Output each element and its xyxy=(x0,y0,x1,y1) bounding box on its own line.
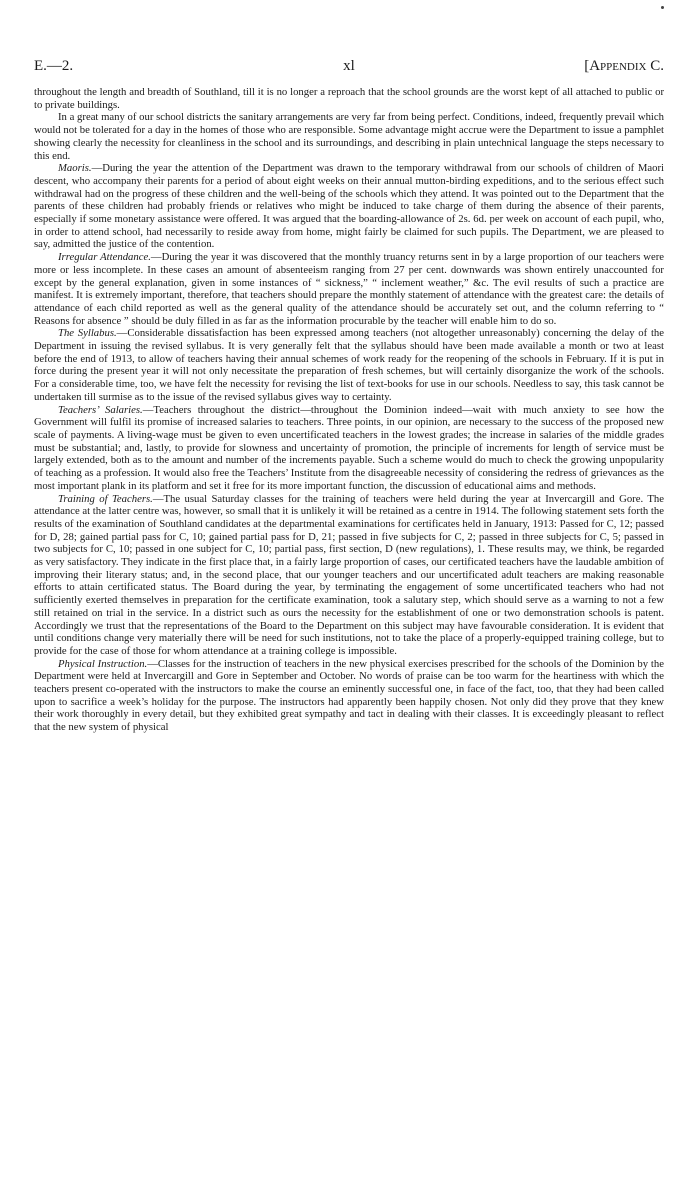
section-heading: Physical Instruction. xyxy=(58,657,148,670)
paragraph-training-of-teachers: Training of Teachers.—The usual Saturday classes for the training of teachers were held during the year at Invercargill and Gore. The attendance at the latter centre was, however, so small that it is unlikely it will be retained as a centre in 1914. The following statement sets forth the results of the examination of Southland candidates at the departmental examinations for certificates held in January, 1913: Passed for C, 12; passed for D, 28; gained partial pass for C, 10; gained partial pass for D, 21; passed in five subjects for C, 2; passed in three subjects for C, 5; passed in two subjects for C, 10; passed in one subject for C, 10; partial pass, first section, D (new regulations), 1. These results may, we think, be regarded as very satisfactory. They indicate in the first place that, in a fairly large proportion of cases, our certificated teachers have the laudable ambition of improving their literary status; and, in the second place, that our younger teachers and our uncertificated adult teachers are making reasonable efforts to attain certificated status. The Board during the year, by terminating the engagement of some uncertificated teachers who had not sufficiently exerted themselves in preparation for the certificate examination, took a salutary step, which should serve as a warning to not a few still retained on trial in the service. In a district such as ours the necessity for the establishment of one or two demonstration schools is patent. Accordingly we trust that the representations of the Board to the Department on this subject may have favourable consideration. It is evident that until conditions change very materially there will be need for such institutions, not to take the place of a properly-equipped training college, but to provide for the case of those for whom attendance at a training college is impossible. xyxy=(34,492,664,657)
section-heading: Irregular Attendance. xyxy=(58,251,151,264)
paragraph-teachers-salaries: Teachers’ Salaries.—Teachers throughout the district—throughout the Dominion indeed—wait with much anxiety to see how the Government will fulfil its promise of increased salaries to teachers. Three points, in our opinion, are necessary to the success of the proposed new scale of payments. A living-wage must be given to even uncertificated teachers in the lowest grades; the increase in salaries of the middle grades must be substantial; and, lastly, to provide for slowness and uncertainty of promotion, the principle of increments for length of service must be largely extended, both as to the amount and number of the increments payable. Such a scheme would do much to check the growing unpopularity of teaching as a profession. It would also free the Teachers’ Institute from the disagreeable necessity of considering the redress of grievances as the most important plank in its platform and set it free for its more important function, the discussion of educational aims and methods. xyxy=(34,403,664,492)
paragraph-grounds-continuation: throughout the length and breadth of Southland, till it is no longer a reproach that the school grounds are the worst kept of all attached to public or to private buildings. xyxy=(34,86,664,111)
section-heading: Teachers’ Salaries. xyxy=(58,403,143,416)
section-heading: Training of Teachers. xyxy=(58,492,153,505)
appendix-label: [Appendix C. xyxy=(584,58,664,74)
paragraph-syllabus: The Syllabus.—Considerable dissatisfaction has been expressed among teachers (not altogether unreasonably) concerning the delay of the Department in issuing the revised syllabus. It is very generally felt that the syllabus should have been made available a month or two at least before the end of 1913, to allow of teachers having their annual schemes of work ready for the reopening of the schools in February. If it is put in force during the present year it will not only necessitate the preparation of fresh schemes, but will certainly disorganize the work of the schools. For a considerable time, too, we have felt the necessity for revising the list of text-books for use in our schools. Needless to say, this task cannot be undertaken till surmise as to the issue of the revised syllabus gives way to certainty. xyxy=(34,327,664,403)
report-reference: E.—2. xyxy=(34,58,74,74)
paragraph-maoris: Maoris.—During the year the attention of the Department was drawn to the temporary withdrawal from our schools of children of Maori descent, who accompany their parents for a period of about eight weeks on their annual mutton-birding expeditions, and to the serious effect such withdrawal had on the progress of these children and the well-being of the schools which they attend. It was pointed out to the Department that the parents of these children had probably friends or relatives who might be induced to take charge of them during the absence of their parents, especially if some monetary assistance were offered. It was argued that the boarding-allowance of 2s. 6d. per week on account of each pupil, who, in order to attend school, had necessarily to reside away from home, might fairly be claimed for such pupils. The Department, we are pleased to say, admitted the justice of the contention. xyxy=(34,162,664,251)
paragraph-physical-instruction: Physical Instruction.—Classes for the instruction of teachers in the new physical exercises prescribed for the schools of the Dominion by the Department were held at Invercargill and Gore in September and October. No words of praise can be too warm for the heartiness with which the teachers present co-operated with the instructors to make the course an eminently successful one, in face of the fact, too, that they had been called upon to sacrifice a week’s holiday for the purpose. The instructors had apparently been happily chosen. Not only did they prove that they knew their work thoroughly in every detail, but they exhibited great sympathy and tact in dealing with their classes. It is exceedingly pleasant to reflect that the new system of physical xyxy=(34,657,664,734)
page-header xyxy=(34,58,664,78)
body-text xyxy=(34,86,664,734)
section-heading: Maoris. xyxy=(58,162,92,175)
page-number: xl xyxy=(343,58,355,74)
section-heading: The Syllabus. xyxy=(58,327,117,340)
print-speck xyxy=(661,6,664,9)
paragraph-irregular-attendance: Irregular Attendance.—During the year it was discovered that the monthly truancy returns sent in by a large proportion of our teachers were more or less incomplete. In these cases an amount of absenteeism ranging from 27 per cent. downwards was shown entirely unaccounted for except by the general explanation, given in some instances of “ sickness,” “ inclement weather,” &c. The evil results of such a practice are manifest. It is extremely important, therefore, that teachers should prepare the monthly statement of attendance with the greatest care: the details of attendance of each child reported as well as the general quality of the attendance should be accurately set out, and the column referring to “ Reasons for absence ” should be duly filled in as far as the information procurable by the teacher will enable him to do so. xyxy=(34,251,664,327)
paragraph-sanitary: In a great many of our school districts the sanitary arrangements are very far from being perfect. Conditions, indeed, frequently prevail which would not be tolerated for a day in the homes of those who are responsible. Some advantage might accrue were the Department to issue a pamphlet showing clearly the necessity for cleanliness in the school and its surroundings, and describing in plain untechnical language the steps necessary to this end. xyxy=(34,111,664,162)
